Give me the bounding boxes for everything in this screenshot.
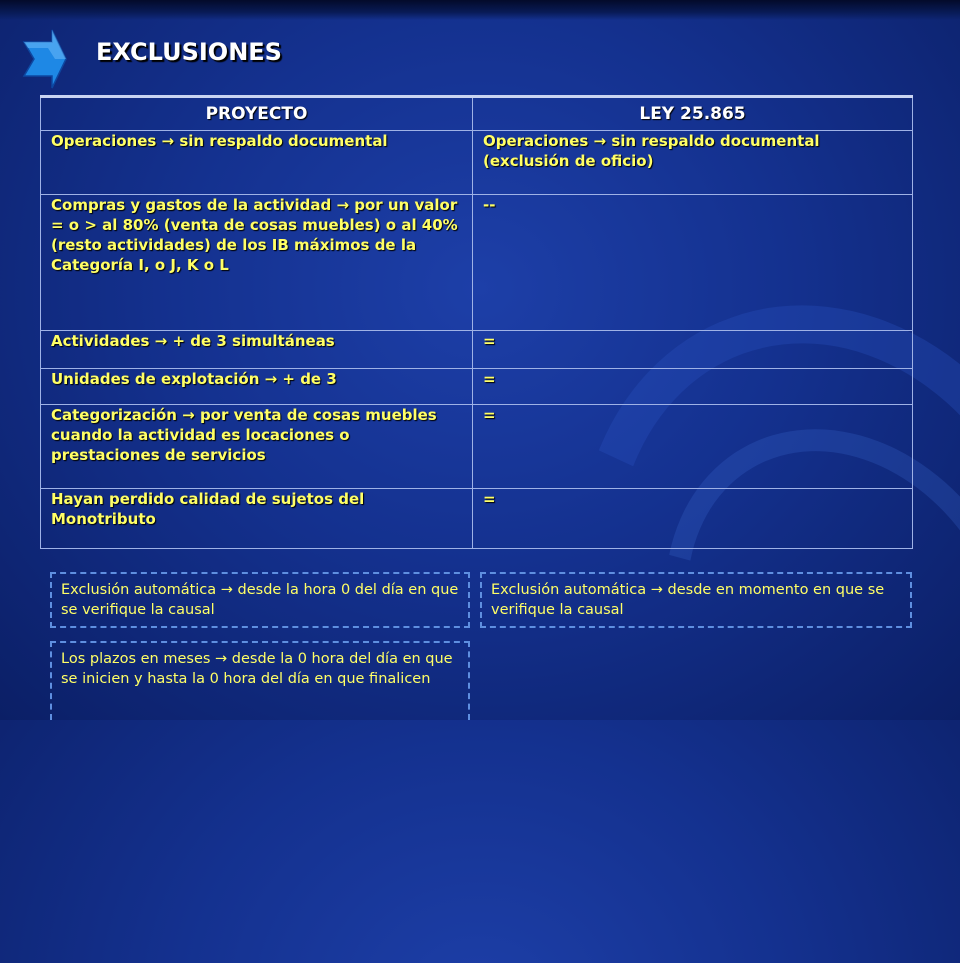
table-row: [41, 369, 913, 405]
table-row: [41, 195, 913, 331]
page-title: EXCLUSIONES: [96, 38, 282, 66]
exclusions-table: [40, 95, 913, 549]
column-header-proyecto: PROYECTO: [41, 97, 473, 131]
table-row: [41, 489, 913, 549]
proyecto-cell: Categorización → por venta de cosas muebles cuando la actividad es locaciones o prestaciones de servicios: [41, 405, 473, 489]
note-exclusion-automatica-ley: Exclusión automática → desde en momento en que se verifique la causal: [480, 572, 912, 628]
ley-cell: Operaciones → sin respaldo documental (exclusión de oficio): [473, 131, 913, 195]
note-plazos-en-meses: Los plazos en meses → desde la 0 hora del día en que se inicien y hasta la 0 hora del día en que finalicen: [50, 641, 470, 720]
arrow-right-icon: [22, 28, 68, 90]
proyecto-cell: Actividades → + de 3 simultáneas: [41, 331, 473, 369]
table-row: [41, 131, 913, 195]
ley-cell: =: [473, 405, 913, 489]
top-band: [0, 0, 960, 20]
proyecto-cell: Compras y gastos de la actividad → por un valor = o > al 80% (venta de cosas muebles) o al 40% (resto actividades) de los IB máximos de la Categoría I, o J, K o L: [41, 195, 473, 331]
column-header-ley: LEY 25.865: [473, 97, 913, 131]
ley-cell: =: [473, 331, 913, 369]
ley-cell: =: [473, 369, 913, 405]
proyecto-cell: Hayan perdido calidad de sujetos del Monotributo: [41, 489, 473, 549]
proyecto-cell: Operaciones → sin respaldo documental: [41, 131, 473, 195]
ley-cell: --: [473, 195, 913, 331]
proyecto-cell: Unidades de explotación → + de 3: [41, 369, 473, 405]
note-exclusion-automatica-proyecto: Exclusión automática → desde la hora 0 del día en que se verifique la causal: [50, 572, 470, 628]
table-header-row: [41, 97, 913, 131]
table-row: [41, 331, 913, 369]
table-row: [41, 405, 913, 489]
ley-cell: =: [473, 489, 913, 549]
